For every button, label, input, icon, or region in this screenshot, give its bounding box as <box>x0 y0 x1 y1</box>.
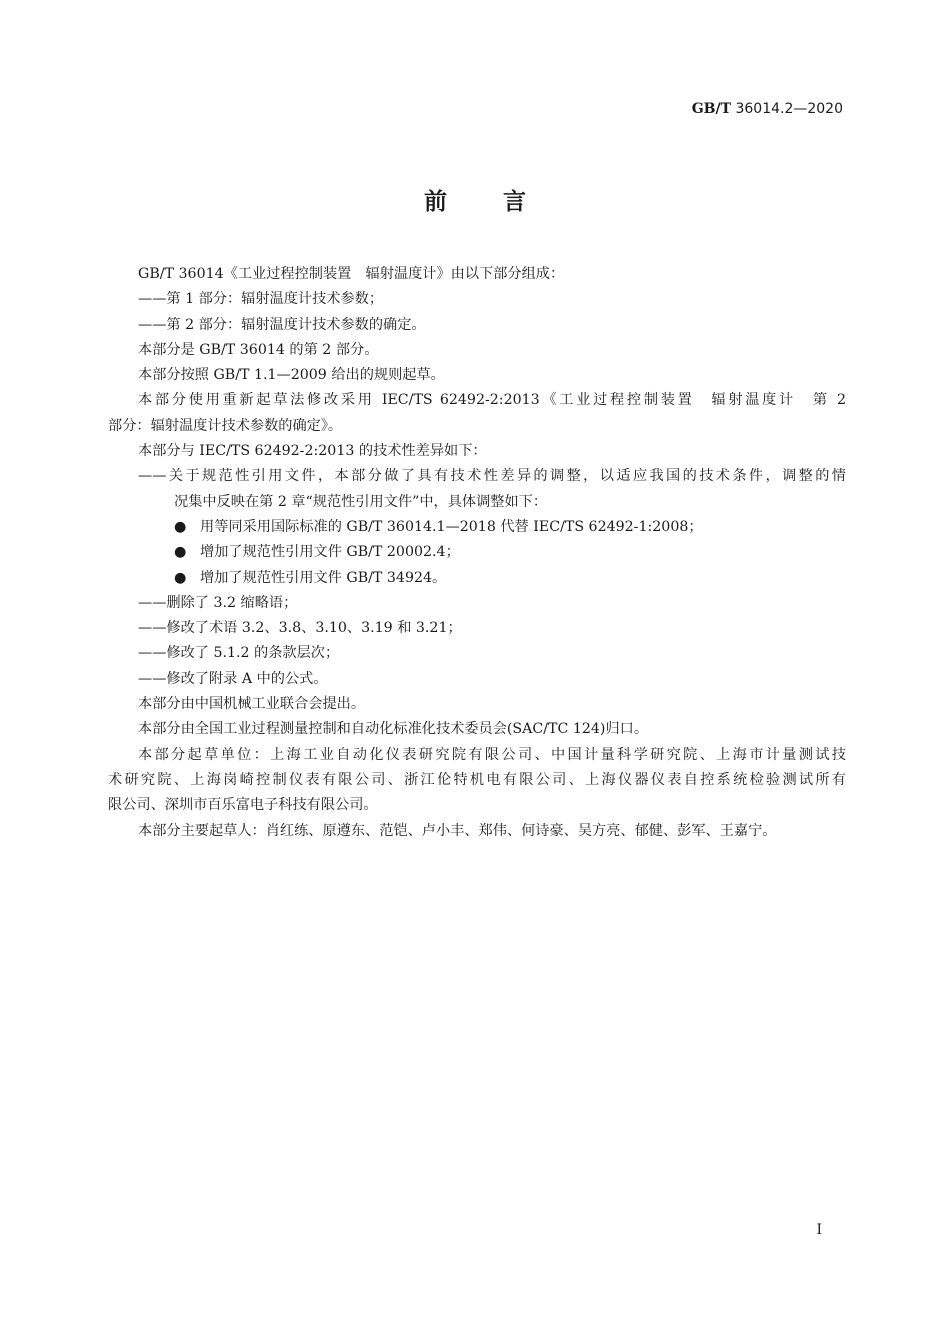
bullet-dot: ● <box>174 569 187 586</box>
bullet-item <box>108 540 846 565</box>
page-title: 前言 <box>424 189 582 215</box>
bullet-text: 增加了规范性引用文件 GB/T 34924。 <box>200 569 447 586</box>
foreword-body <box>108 262 846 844</box>
paragraph-drafting-units-line-2: 术研究院、上海岗崎控制仪表有限公司、浙江伦特机电有限公司、上海仪器仪表自控系统检验测试所有 <box>108 771 846 788</box>
part-1-item: ——第 1 部分：辐射温度计技术参数； <box>138 291 384 308</box>
difference-item: ——修改了 5.1.2 的条款层次； <box>138 645 340 662</box>
difference-normative-line-1: ——关于规范性引用文件，本部分做了具有技术性差异的调整，以适应我国的技术条件，调整的情 <box>138 468 846 485</box>
paragraph-drafters: 本部分主要起草人：肖红练、原遵东、范铠、卢小丰、郑伟、何诗豪、吴方亮、郁健、彭军、王嘉宁。 <box>138 822 777 839</box>
part-2-item: ——第 2 部分：辐射温度计技术参数的确定。 <box>138 316 426 333</box>
standard-code-prefix: GB/T <box>691 101 732 117</box>
paragraph-adoption-line-1: 本部分使用重新起草法修改采用 IEC/TS 62492-2:2013《工业过程控制装置 辐射温度计 第 2 <box>138 392 846 409</box>
difference-normative-line-2: 况集中反映在第 2 章“规范性引用文件”中，具体调整如下： <box>174 493 548 510</box>
bullet-text: 用等同采用国际标准的 GB/T 36014.1—2018 代替 IEC/TS 62492-1:2008； <box>200 518 703 535</box>
paragraph-differences: 本部分与 IEC/TS 62492-2:2013 的技术性差异如下： <box>138 443 487 460</box>
paragraph-parts: GB/T 36014《工业过程控制装置 辐射温度计》由以下部分组成： <box>138 266 565 282</box>
bullet-item <box>108 566 846 591</box>
paragraph-part-of: 本部分是 GB/T 36014 的第 2 部分。 <box>138 341 379 358</box>
bullet-item <box>108 515 846 540</box>
difference-item: ——修改了附录 A 中的公式。 <box>138 670 328 687</box>
standard-code-number: 36014.2—2020 <box>735 101 843 117</box>
paragraph-administrator: 本部分由全国工业过程测量控制和自动化标准化技术委员会(SAC/TC 124)归口。 <box>138 721 649 738</box>
bullet-dot: ● <box>174 544 187 561</box>
paragraph-proposer: 本部分由中国机械工业联合会提出。 <box>138 696 366 713</box>
standard-code <box>692 101 843 117</box>
difference-item: ——删除了 3.2 缩略语； <box>138 594 298 611</box>
paragraph-adoption-line-2: 部分：辐射温度计技术参数的确定》。 <box>108 417 343 434</box>
difference-item: ——修改了术语 3.2、3.8、3.10、3.19 和 3.21； <box>138 620 462 637</box>
paragraph-drafting-units-line-3: 限公司、深圳市百乐富电子科技有限公司。 <box>108 797 378 814</box>
paragraph-drafting-rules: 本部分按照 GB/T 1.1—2009 给出的规则起草。 <box>138 367 445 384</box>
bullet-text: 增加了规范性引用文件 GB/T 20002.4； <box>200 544 460 561</box>
bullet-dot: ● <box>174 518 187 535</box>
page-number: I <box>816 1222 822 1238</box>
paragraph-drafting-units-line-1: 本部分起草单位：上海工业自动化仪表研究院有限公司、中国计量科学研究院、上海市计量测试技 <box>138 746 846 763</box>
